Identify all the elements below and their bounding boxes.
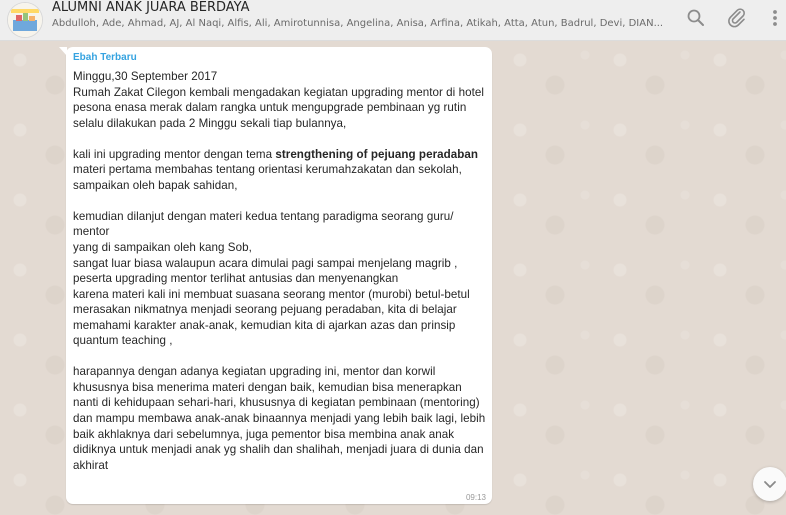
message-text — [73, 69, 489, 473]
search-icon — [683, 5, 709, 31]
message-sender[interactable]: Ebah Terbaru — [73, 52, 137, 63]
chat-header — [0, 0, 786, 41]
scroll-down-button[interactable] — [753, 467, 786, 501]
menu-icon — [767, 5, 783, 31]
bubble-tail — [59, 47, 67, 56]
chat-title[interactable]: ALUMNI ANAK JUARA BERDAYA — [52, 0, 250, 15]
chevron-down-icon — [753, 467, 786, 501]
message-bold-text: strengthening of pejuang peradaban — [275, 147, 479, 161]
message-text-part2: materi pertama membahas tentang orientasi kerumahzakatan dan sekolah, sampaikan oleh bapak sahidan, kemudian dilanjut dengan materi kedua tentang paradigma seorang guru/ mentor yang di sampaikan oleh kang Sob, sangat luar biasa walaupun acara dimulai pagi sampai menjelang magrib , peserta upgrading mentor terlihat antusias dan menyenangkan karena materi kali ini membuat suasana seorang mentor (murobi) betul-betul merasakan nikmatnya menjadi seorang pejuang peradaban, kita di belajar memahami karakter anak-anak, kemudian kita di ajarkan azas dan prinsip quantum teaching , harapannya dengan adanya kegiatan upgrading ini, mentor dan korwil khususnya bisa menerima materi dengan baik, kemudian bisa menerapkan nanti di kehidupaan sehari-hari, khususnya di kegiatan pembinaan (mentoring) dan mampu membawa anak-anak binaannya menjadi yang lebih baik lagi, lebih baik akhlaknya dari sebelumnya, juga pementor bisa membina anak anak didiknya untuk menjadi anak yg shalih dan shalihah, menjadi juara di dunia dan akhirat — [73, 163, 486, 472]
group-avatar[interactable] — [7, 2, 43, 38]
message-time: 09:13 — [465, 493, 486, 502]
chat-members[interactable]: Abdulloh, Ade, Ahmad, AJ, Al Naqi, Alfis, Ali, Amirotunnisa, Angelina, Anisa, Arfina, Atikah, Atta, Atun, Badrul, Devi, DIAN... — [52, 18, 664, 29]
message-text-part1: Minggu,30 September 2017 Rumah Zakat Cilegon kembali mengadakan kegiatan upgrading mentor di hotel pesona enasa merak dalam rangka untuk mengupgrade pembinaan yg rutin selalu dilakukan pada 2 Minggu sekali tiap bulannya, kali ini upgrading mentor dengan tema — [73, 70, 484, 161]
message-bubble[interactable] — [66, 47, 492, 504]
menu-button[interactable] — [767, 5, 783, 31]
paperclip-icon — [724, 5, 750, 31]
attach-button[interactable] — [724, 5, 750, 31]
search-button[interactable] — [683, 5, 709, 31]
